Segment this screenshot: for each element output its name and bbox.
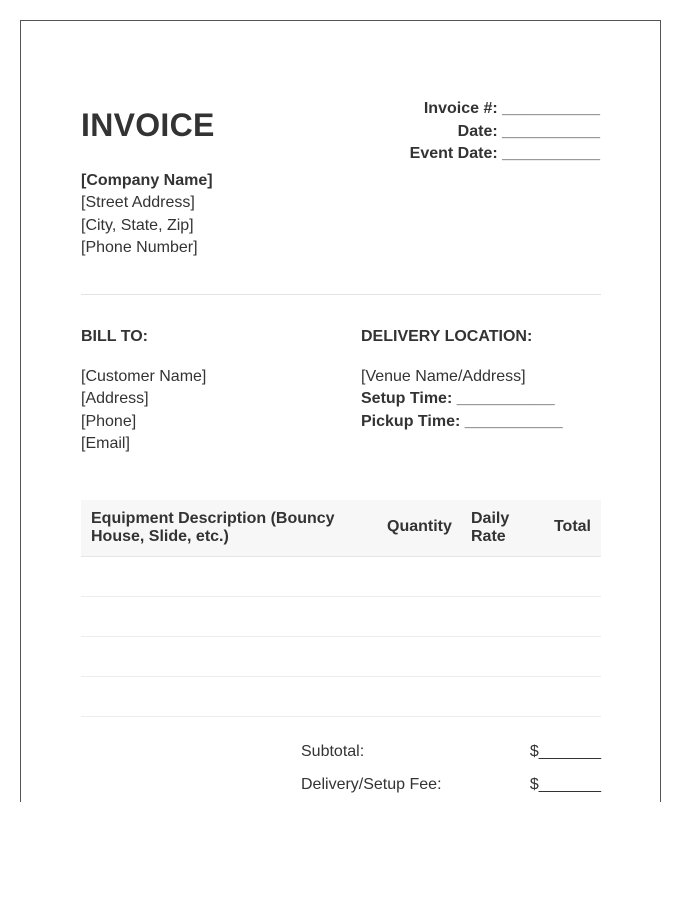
venue-address: [Venue Name/Address] xyxy=(361,368,526,385)
subtotal-line xyxy=(301,739,601,772)
table-row xyxy=(81,637,601,677)
customer-address: [Address] xyxy=(81,390,149,408)
invoice-date-field: Date: ___________ xyxy=(457,122,600,140)
invoice-number-field: Invoice #: ___________ xyxy=(423,100,600,117)
customer-phone: [Phone] xyxy=(81,412,137,430)
bill-to-block xyxy=(81,366,206,455)
pickup-time-field: Pickup Time: ___________ xyxy=(361,412,563,430)
header-daily-rate: Daily Rate xyxy=(471,510,510,545)
table-header xyxy=(81,500,601,557)
company-name: [Company Name] xyxy=(81,172,213,189)
customer-email: [Email] xyxy=(81,434,130,452)
invoice-title: INVOICE xyxy=(81,107,215,143)
delivery-fee-value: $_______ xyxy=(529,776,601,793)
delivery-block xyxy=(361,366,563,433)
table-row xyxy=(81,597,601,637)
header-divider xyxy=(81,294,601,295)
invoice-sheet xyxy=(20,20,661,802)
delivery-location-heading: DELIVERY LOCATION: xyxy=(361,328,533,345)
customer-name: [Customer Name] xyxy=(81,368,207,385)
delivery-fee-line xyxy=(301,772,601,805)
table-row xyxy=(81,677,601,717)
subtotal-label: Subtotal: xyxy=(301,743,365,760)
setup-time-field: Setup Time: ___________ xyxy=(361,390,555,408)
table-row xyxy=(81,557,601,597)
invoice-meta xyxy=(410,98,600,166)
delivery-fee-label: Delivery/Setup Fee: xyxy=(301,776,442,793)
company-info xyxy=(81,170,213,259)
equipment-table xyxy=(81,500,601,717)
company-city: [City, State, Zip] xyxy=(81,216,194,234)
event-date-field: Event Date: ___________ xyxy=(409,145,600,162)
header-total: Total xyxy=(553,518,591,535)
header-description: Equipment Description (Bouncy House, Slide, etc.) xyxy=(91,510,335,545)
subtotal-value: $_______ xyxy=(529,743,601,760)
totals-section xyxy=(301,739,601,805)
header-quantity: Quantity xyxy=(387,518,452,535)
company-street: [Street Address] xyxy=(81,194,195,212)
company-phone: [Phone Number] xyxy=(81,238,198,256)
bill-to-heading: BILL TO: xyxy=(81,328,148,345)
